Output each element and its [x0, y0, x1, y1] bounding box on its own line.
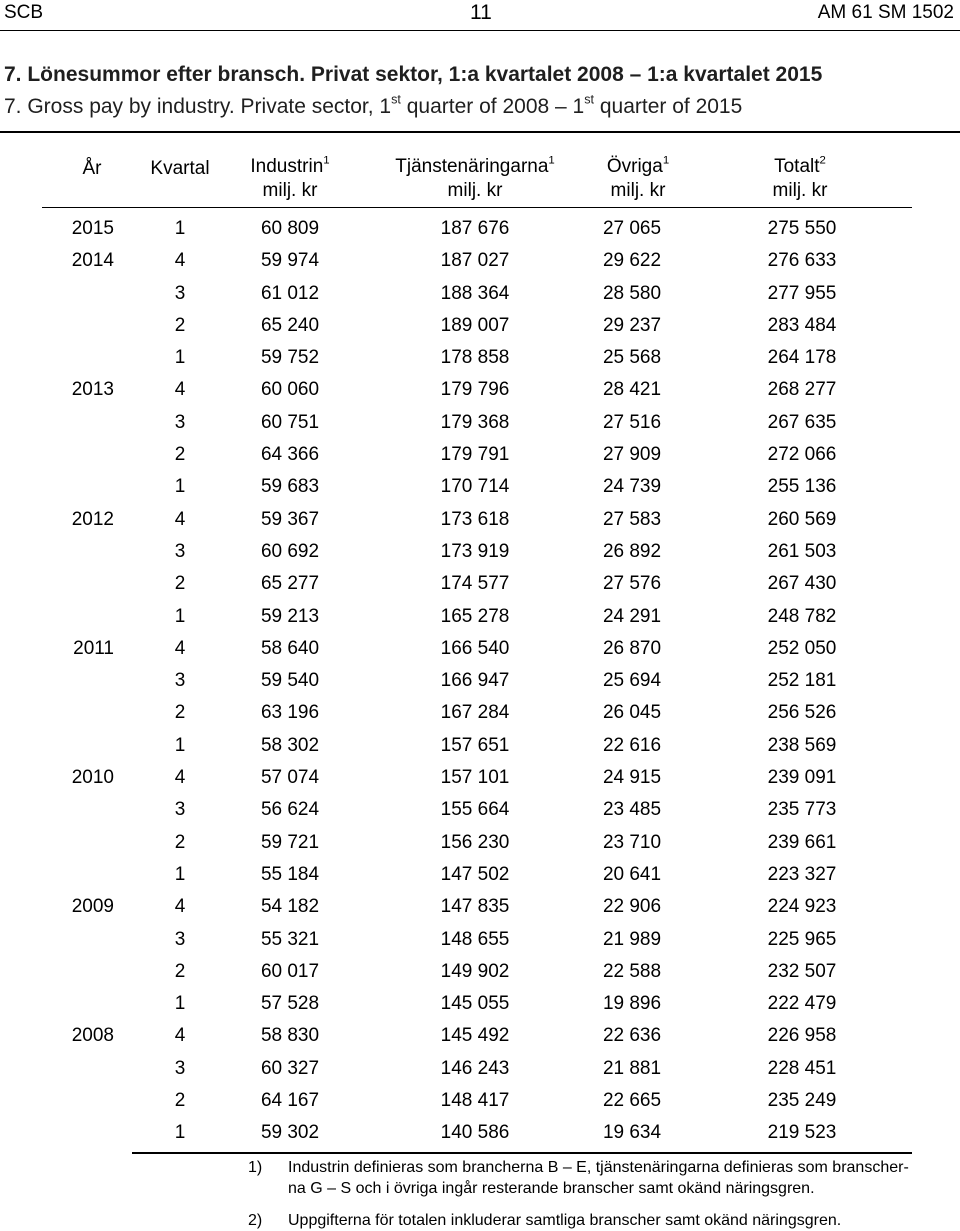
cell-quarter: 4 [174, 250, 186, 272]
cell-services: 148 655 [440, 928, 510, 950]
cell-other: 27 576 [602, 573, 662, 595]
cell-industry: 60 751 [260, 411, 320, 433]
cell-quarter: 2 [174, 831, 186, 853]
cell-quarter: 1 [174, 605, 186, 627]
cell-quarter: 1 [174, 993, 186, 1015]
cell-quarter: 3 [174, 670, 186, 692]
footnote-2-marker: 2) [248, 1212, 263, 1229]
footnote-2-line-1: Uppgifterna för totalen inkluderar samtliga branscher samt okänd näringsgren. [288, 1212, 842, 1229]
cell-industry: 59 683 [260, 476, 320, 498]
cell-services: 145 492 [440, 1025, 510, 1047]
cell-total: 222 479 [767, 993, 837, 1015]
cell-total: 228 451 [767, 1057, 837, 1079]
cell-quarter: 4 [174, 896, 186, 918]
cell-total: 238 569 [767, 734, 837, 756]
cell-quarter: 1 [174, 476, 186, 498]
table-bottom-rule [132, 1152, 912, 1154]
cell-services: 145 055 [440, 993, 510, 1015]
cell-quarter: 1 [174, 347, 186, 369]
cell-total: 252 050 [767, 637, 837, 659]
cell-other: 28 421 [602, 379, 662, 401]
table-row [0, 762, 960, 794]
cell-total: 283 484 [767, 314, 837, 336]
cell-industry: 60 327 [260, 1057, 320, 1079]
cell-other: 22 636 [602, 1025, 662, 1047]
cell-total: 272 066 [767, 444, 837, 466]
cell-total: 239 661 [767, 831, 837, 853]
cell-quarter: 2 [174, 314, 186, 336]
cell-total: 239 091 [767, 767, 837, 789]
table-row [0, 988, 960, 1020]
cell-quarter: 2 [174, 1090, 186, 1112]
page-number: 11 [470, 1, 492, 24]
cell-year: 2011 [73, 637, 114, 659]
cell-quarter: 1 [174, 734, 186, 756]
cell-services: 179 796 [440, 379, 510, 401]
table-row [0, 924, 960, 956]
cell-quarter: 1 [174, 1122, 186, 1144]
cell-other: 26 045 [602, 702, 662, 724]
cell-services: 155 664 [440, 799, 510, 821]
cell-quarter: 1 [174, 863, 186, 885]
cell-other: 29 237 [602, 314, 662, 336]
cell-total: 219 523 [767, 1122, 837, 1144]
cell-industry: 57 528 [260, 993, 320, 1015]
cell-services: 140 586 [440, 1122, 510, 1144]
cell-other: 27 909 [602, 444, 662, 466]
cell-other: 22 588 [602, 960, 662, 982]
cell-industry: 64 366 [260, 444, 320, 466]
cell-other: 27 516 [602, 411, 662, 433]
cell-quarter: 4 [174, 1025, 186, 1047]
cell-other: 22 665 [602, 1090, 662, 1112]
cell-other: 19 896 [602, 993, 662, 1015]
cell-other: 28 580 [602, 282, 662, 304]
cell-services: 147 502 [440, 863, 510, 885]
col-header-quarter: Kvartal [150, 158, 210, 179]
column-header-rule [42, 207, 912, 208]
cell-total: 261 503 [767, 540, 837, 562]
table-row [0, 213, 960, 245]
cell-services: 149 902 [440, 960, 510, 982]
cell-services: 166 540 [440, 637, 510, 659]
cell-quarter: 3 [174, 411, 186, 433]
cell-industry: 60 809 [260, 218, 320, 239]
cell-services: 187 676 [440, 218, 510, 239]
cell-industry: 55 184 [260, 863, 320, 885]
cell-services: 157 101 [440, 767, 510, 789]
footnote-1-marker: 1) [248, 1159, 263, 1176]
cell-services: 166 947 [440, 670, 510, 692]
cell-industry: 60 017 [260, 960, 320, 982]
cell-total: 275 550 [767, 218, 837, 239]
cell-total: 264 178 [767, 347, 837, 369]
cell-quarter: 4 [174, 508, 186, 530]
cell-services: 156 230 [440, 831, 510, 853]
table-row [0, 374, 960, 406]
cell-other: 25 568 [602, 347, 662, 369]
cell-total: 235 773 [767, 799, 837, 821]
cell-total: 248 782 [767, 605, 837, 627]
table-row [0, 697, 960, 729]
cell-industry: 64 167 [260, 1090, 320, 1112]
cell-quarter: 2 [174, 702, 186, 724]
cell-total: 268 277 [767, 379, 837, 401]
cell-total: 276 633 [767, 250, 837, 272]
cell-industry: 56 624 [260, 799, 320, 821]
cell-services: 148 417 [440, 1090, 510, 1112]
table-row [0, 891, 960, 923]
cell-total: 224 923 [767, 896, 837, 918]
cell-industry: 59 974 [260, 250, 320, 272]
cell-services: 167 284 [440, 702, 510, 724]
cell-quarter: 4 [174, 637, 186, 659]
table-body [0, 213, 960, 1150]
table-row [0, 633, 960, 665]
cell-total: 232 507 [767, 960, 837, 982]
cell-services: 147 835 [440, 896, 510, 918]
cell-industry: 61 012 [260, 282, 320, 304]
table-row [0, 665, 960, 697]
cell-total: 225 965 [767, 928, 837, 950]
cell-industry: 59 367 [260, 508, 320, 530]
col-header-services: Tjänstenäringarna$^1$ milj. kr [395, 154, 555, 201]
cell-quarter: 3 [174, 928, 186, 950]
cell-industry: 60 692 [260, 540, 320, 562]
cell-services: 165 278 [440, 605, 510, 627]
cell-other: 19 634 [602, 1122, 662, 1144]
cell-services: 178 858 [440, 347, 510, 369]
cell-services: 173 919 [440, 540, 510, 562]
table-row [0, 568, 960, 600]
cell-other: 22 616 [602, 734, 662, 756]
cell-other: 26 870 [602, 637, 662, 659]
cell-industry: 58 302 [260, 734, 320, 756]
table-row [0, 536, 960, 568]
cell-industry: 65 277 [260, 573, 320, 595]
cell-total: 260 569 [767, 508, 837, 530]
cell-services: 179 368 [440, 411, 510, 433]
footnote-1-line-1: Industrin definieras som brancherna B – E, tjänstenäringarna definieras som branscher- [288, 1159, 909, 1176]
table-row [0, 827, 960, 859]
table-row [0, 730, 960, 762]
cell-quarter: 2 [174, 960, 186, 982]
cell-other: 26 892 [602, 540, 662, 562]
table-row [0, 407, 960, 439]
cell-other: 21 989 [602, 928, 662, 950]
cell-year: 2012 [71, 508, 114, 530]
table-row [0, 956, 960, 988]
cell-industry: 59 213 [260, 605, 320, 627]
cell-services: 173 618 [440, 508, 510, 530]
cell-other: 21 881 [602, 1057, 662, 1079]
table-row [0, 1020, 960, 1052]
cell-services: 174 577 [440, 573, 510, 595]
col-header-total: Totalt$^2$ milj. kr [772, 154, 828, 201]
cell-total: 256 526 [767, 702, 837, 724]
cell-total: 267 430 [767, 573, 837, 595]
cell-services: 189 007 [440, 314, 510, 336]
table-row [0, 1053, 960, 1085]
cell-total: 255 136 [767, 476, 837, 498]
cell-year: 2013 [71, 379, 114, 401]
cell-services: 187 027 [440, 250, 510, 272]
table-row [0, 794, 960, 826]
cell-services: 146 243 [440, 1057, 510, 1079]
cell-year: 2008 [71, 1025, 114, 1047]
cell-total: 223 327 [767, 863, 837, 885]
cell-services: 179 791 [440, 444, 510, 466]
cell-quarter: 2 [174, 444, 186, 466]
cell-year: 2014 [71, 250, 114, 272]
cell-industry: 59 540 [260, 670, 320, 692]
cell-services: 170 714 [440, 476, 510, 498]
cell-industry: 58 830 [260, 1025, 320, 1047]
cell-quarter: 3 [174, 799, 186, 821]
page-header-right: AM 61 SM 1502 [817, 2, 954, 23]
cell-total: 252 181 [767, 670, 837, 692]
cell-quarter: 3 [174, 1057, 186, 1079]
col-header-year: År [82, 158, 102, 179]
cell-other: 23 485 [602, 799, 662, 821]
col-header-industry: Industrin$^1$ milj. kr [250, 154, 330, 201]
table-row [0, 245, 960, 277]
cell-services: 157 651 [440, 734, 510, 756]
cell-year: 2010 [71, 767, 114, 789]
cell-other: 24 915 [602, 767, 662, 789]
cell-other: 20 641 [602, 863, 662, 885]
cell-industry: 55 321 [260, 928, 320, 950]
cell-year: 2015 [71, 218, 114, 239]
table-row [0, 439, 960, 471]
footnote-1-line-2: na G – S och i övriga ingår resterande branscher samt okänd näringsgren. [288, 1180, 815, 1197]
cell-other: 27 583 [602, 508, 662, 530]
table-row [0, 1085, 960, 1117]
cell-quarter: 4 [174, 767, 186, 789]
cell-quarter: 4 [174, 379, 186, 401]
cell-quarter: 1 [174, 218, 186, 239]
col-header-other: Övriga$^1$ milj. kr [606, 154, 670, 201]
table-row [0, 342, 960, 374]
cell-year: 2009 [71, 896, 114, 918]
table-row [0, 504, 960, 536]
cell-total: 277 955 [767, 282, 837, 304]
table-title-english: 7. Gross pay by industry. Private sector, 1st quarter of 2008 – 1st quarter of 2015 [4, 92, 743, 118]
cell-other: 24 739 [602, 476, 662, 498]
cell-industry: 59 721 [260, 831, 320, 853]
cell-services: 188 364 [440, 282, 510, 304]
table-row [0, 310, 960, 342]
table-row [0, 1117, 960, 1149]
table-row [0, 471, 960, 503]
cell-industry: 60 060 [260, 379, 320, 401]
cell-total: 226 958 [767, 1025, 837, 1047]
cell-industry: 54 182 [260, 896, 320, 918]
title-rule [0, 131, 960, 133]
page-header-left: SCB [4, 2, 44, 23]
cell-total: 267 635 [767, 411, 837, 433]
cell-industry: 59 302 [260, 1122, 320, 1144]
cell-quarter: 3 [174, 282, 186, 304]
cell-quarter: 2 [174, 573, 186, 595]
cell-other: 27 065 [602, 218, 662, 239]
cell-other: 29 622 [602, 250, 662, 272]
cell-industry: 63 196 [260, 702, 320, 724]
cell-quarter: 3 [174, 540, 186, 562]
table-title-swedish: 7. Lönesummor efter bransch. Privat sektor, 1:a kvartalet 2008 – 1:a kvartalet 2015 [4, 63, 823, 86]
header-rule [0, 30, 960, 31]
cell-other: 24 291 [602, 605, 662, 627]
cell-industry: 59 752 [260, 347, 320, 369]
table-row [0, 601, 960, 633]
table-row [0, 278, 960, 310]
cell-industry: 57 074 [260, 767, 320, 789]
cell-other: 22 906 [602, 896, 662, 918]
table-row [0, 859, 960, 891]
cell-industry: 58 640 [260, 637, 320, 659]
cell-other: 25 694 [602, 670, 662, 692]
cell-industry: 65 240 [260, 314, 320, 336]
cell-total: 235 249 [767, 1090, 837, 1112]
cell-other: 23 710 [602, 831, 662, 853]
